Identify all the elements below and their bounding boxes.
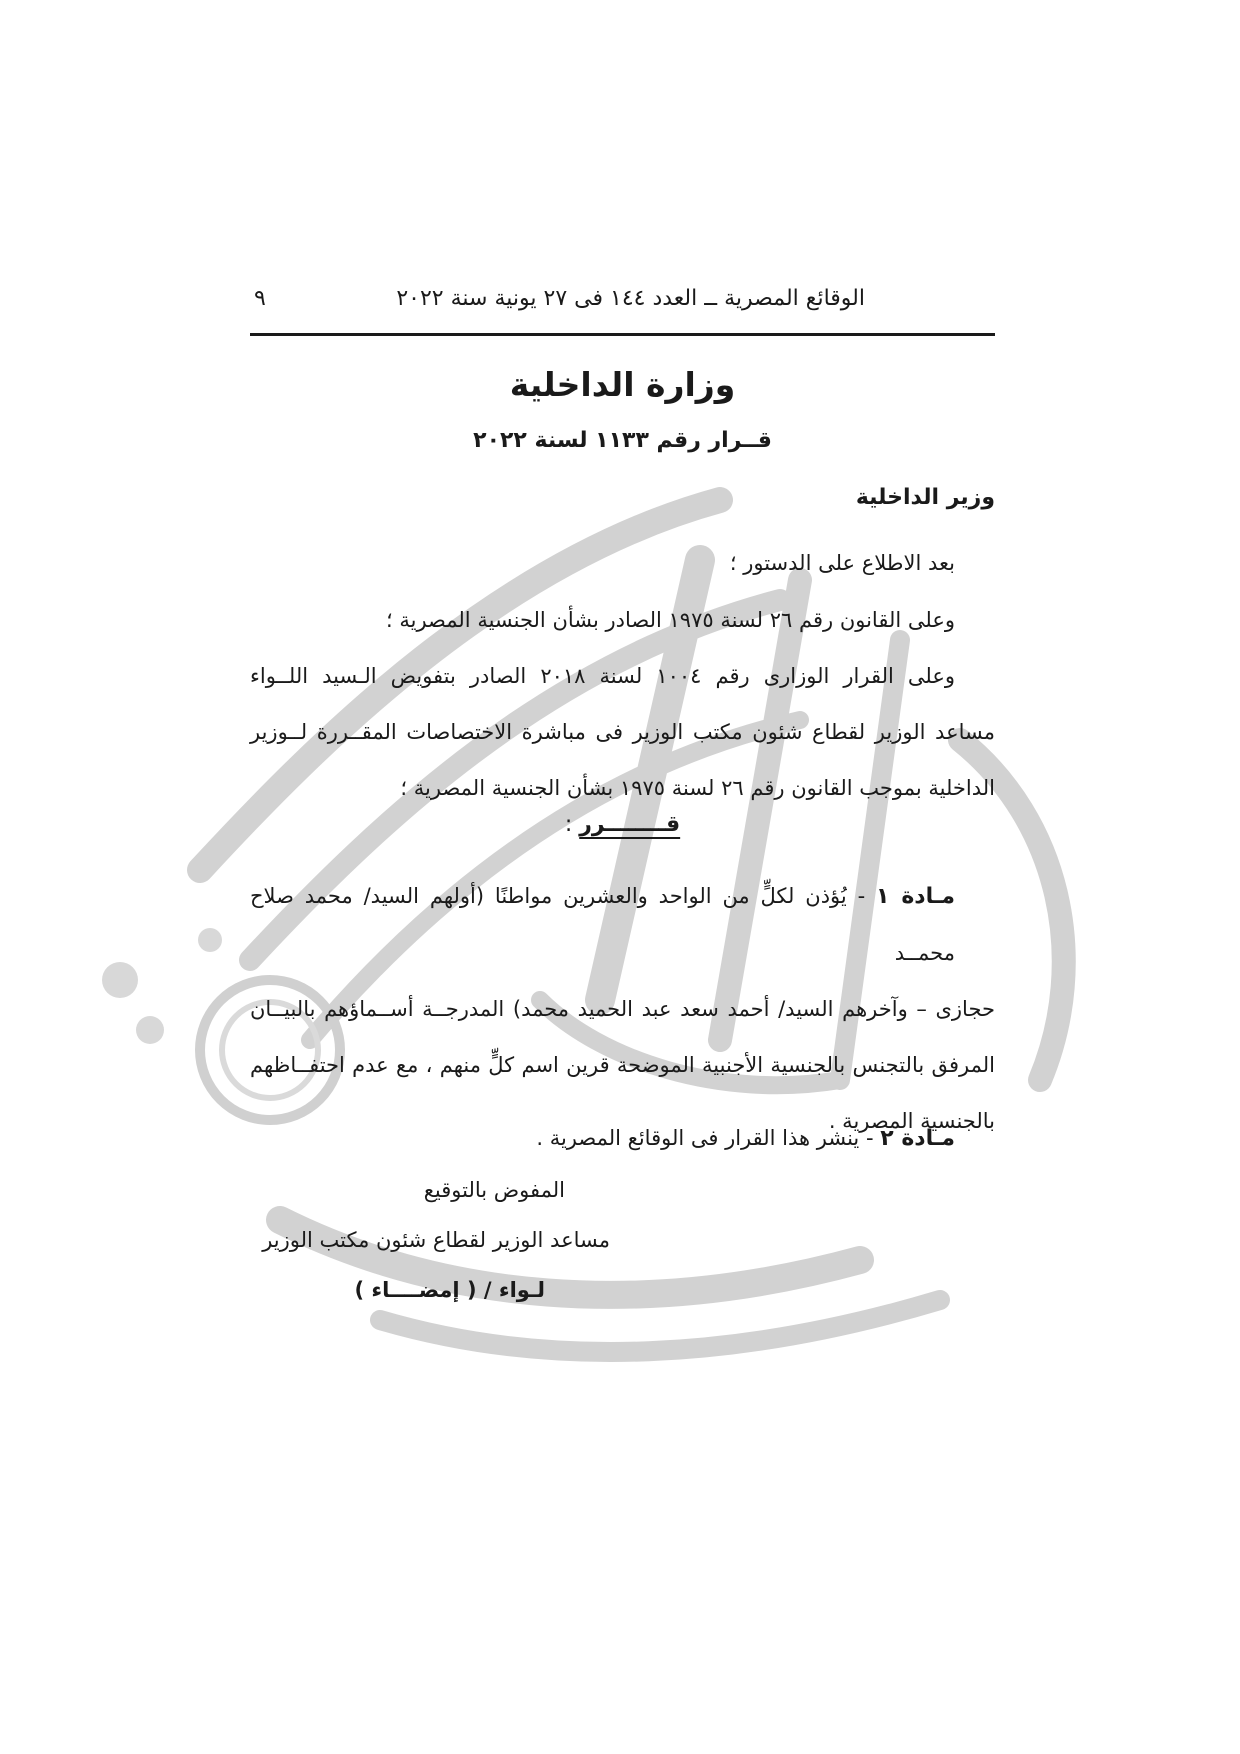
preamble-constitution: بعد الاطلاع على الدستور ؛ [729,551,955,575]
preamble-ministerial-decree [250,648,995,816]
article-1-line: المرفق بالتجنس بالجنسية الأجنبية الموضحة قرين اسم كلٍّ منهم ، مع عدم احتفــاظهم [250,1053,995,1077]
preamble-line: مساعد الوزير لقطاع شئون مكتب الوزير فى مباشرة الاختصاصات المقــررة لــوزير [250,720,995,744]
signature-line: المفوض بالتوقيع [423,1178,565,1202]
preamble-line: الداخلية بموجب القانون رقم ٢٦ لسنة ١٩٧٥ بشأن الجنسية المصرية ؛ [400,776,995,800]
signature-line: مساعد الوزير لقطاع شئون مكتب الوزير [262,1228,610,1252]
article-1-line: حجازى – وآخرهم السيد/ أحمد سعد عبد الحميد محمد) المدرجــة أســماؤهم بالبيــان [250,997,995,1021]
preamble-nationality-law: وعلى القانون رقم ٢٦ لسنة ١٩٧٥ الصادر بشأن الجنسية المصرية ؛ [386,608,955,632]
article-1-label: مـادة ١ [876,884,956,909]
decision-heading [250,812,995,837]
signature-line: لـواء / ( إمضــــاء ) [354,1278,545,1302]
article-1-line [250,868,995,981]
decree-title: قــرار رقم ١١٣٣ لسنة ٢٠٢٢ [473,428,772,453]
preamble-line: وعلى القرار الوزارى رقم ١٠٠٤ لسنة ٢٠١٨ الصادر بتفويض الـسيد اللــواء [250,664,955,688]
article-1 [250,868,995,1149]
article-2 [210,1110,995,1167]
header-divider [250,333,995,336]
decided-colon: : [564,812,580,837]
article-1-text: - يُؤذن لكلٍّ من الواحد والعشرين مواطنًا (أولهم السيد/ محمد صلاح محمــد [250,884,955,965]
gazette-issue-title: الوقائع المصرية ــ العدد ١٤٤ فى ٢٧ يونية سنة ٢٠٢٢ [396,286,865,311]
running-head [250,286,995,326]
article-1-line: بالجنسية المصرية . [828,1109,995,1133]
decided-word: قــــــــرر [579,812,681,837]
issuer-heading: وزير الداخلية [855,485,995,510]
ministry-title: وزارة الداخلية [509,365,736,404]
article-2-label: مـادة ٢ [880,1126,955,1151]
article-2-text: - ينشر هذا القرار فى الوقائع المصرية . [536,1126,881,1150]
page-number: ٩ [254,286,266,311]
